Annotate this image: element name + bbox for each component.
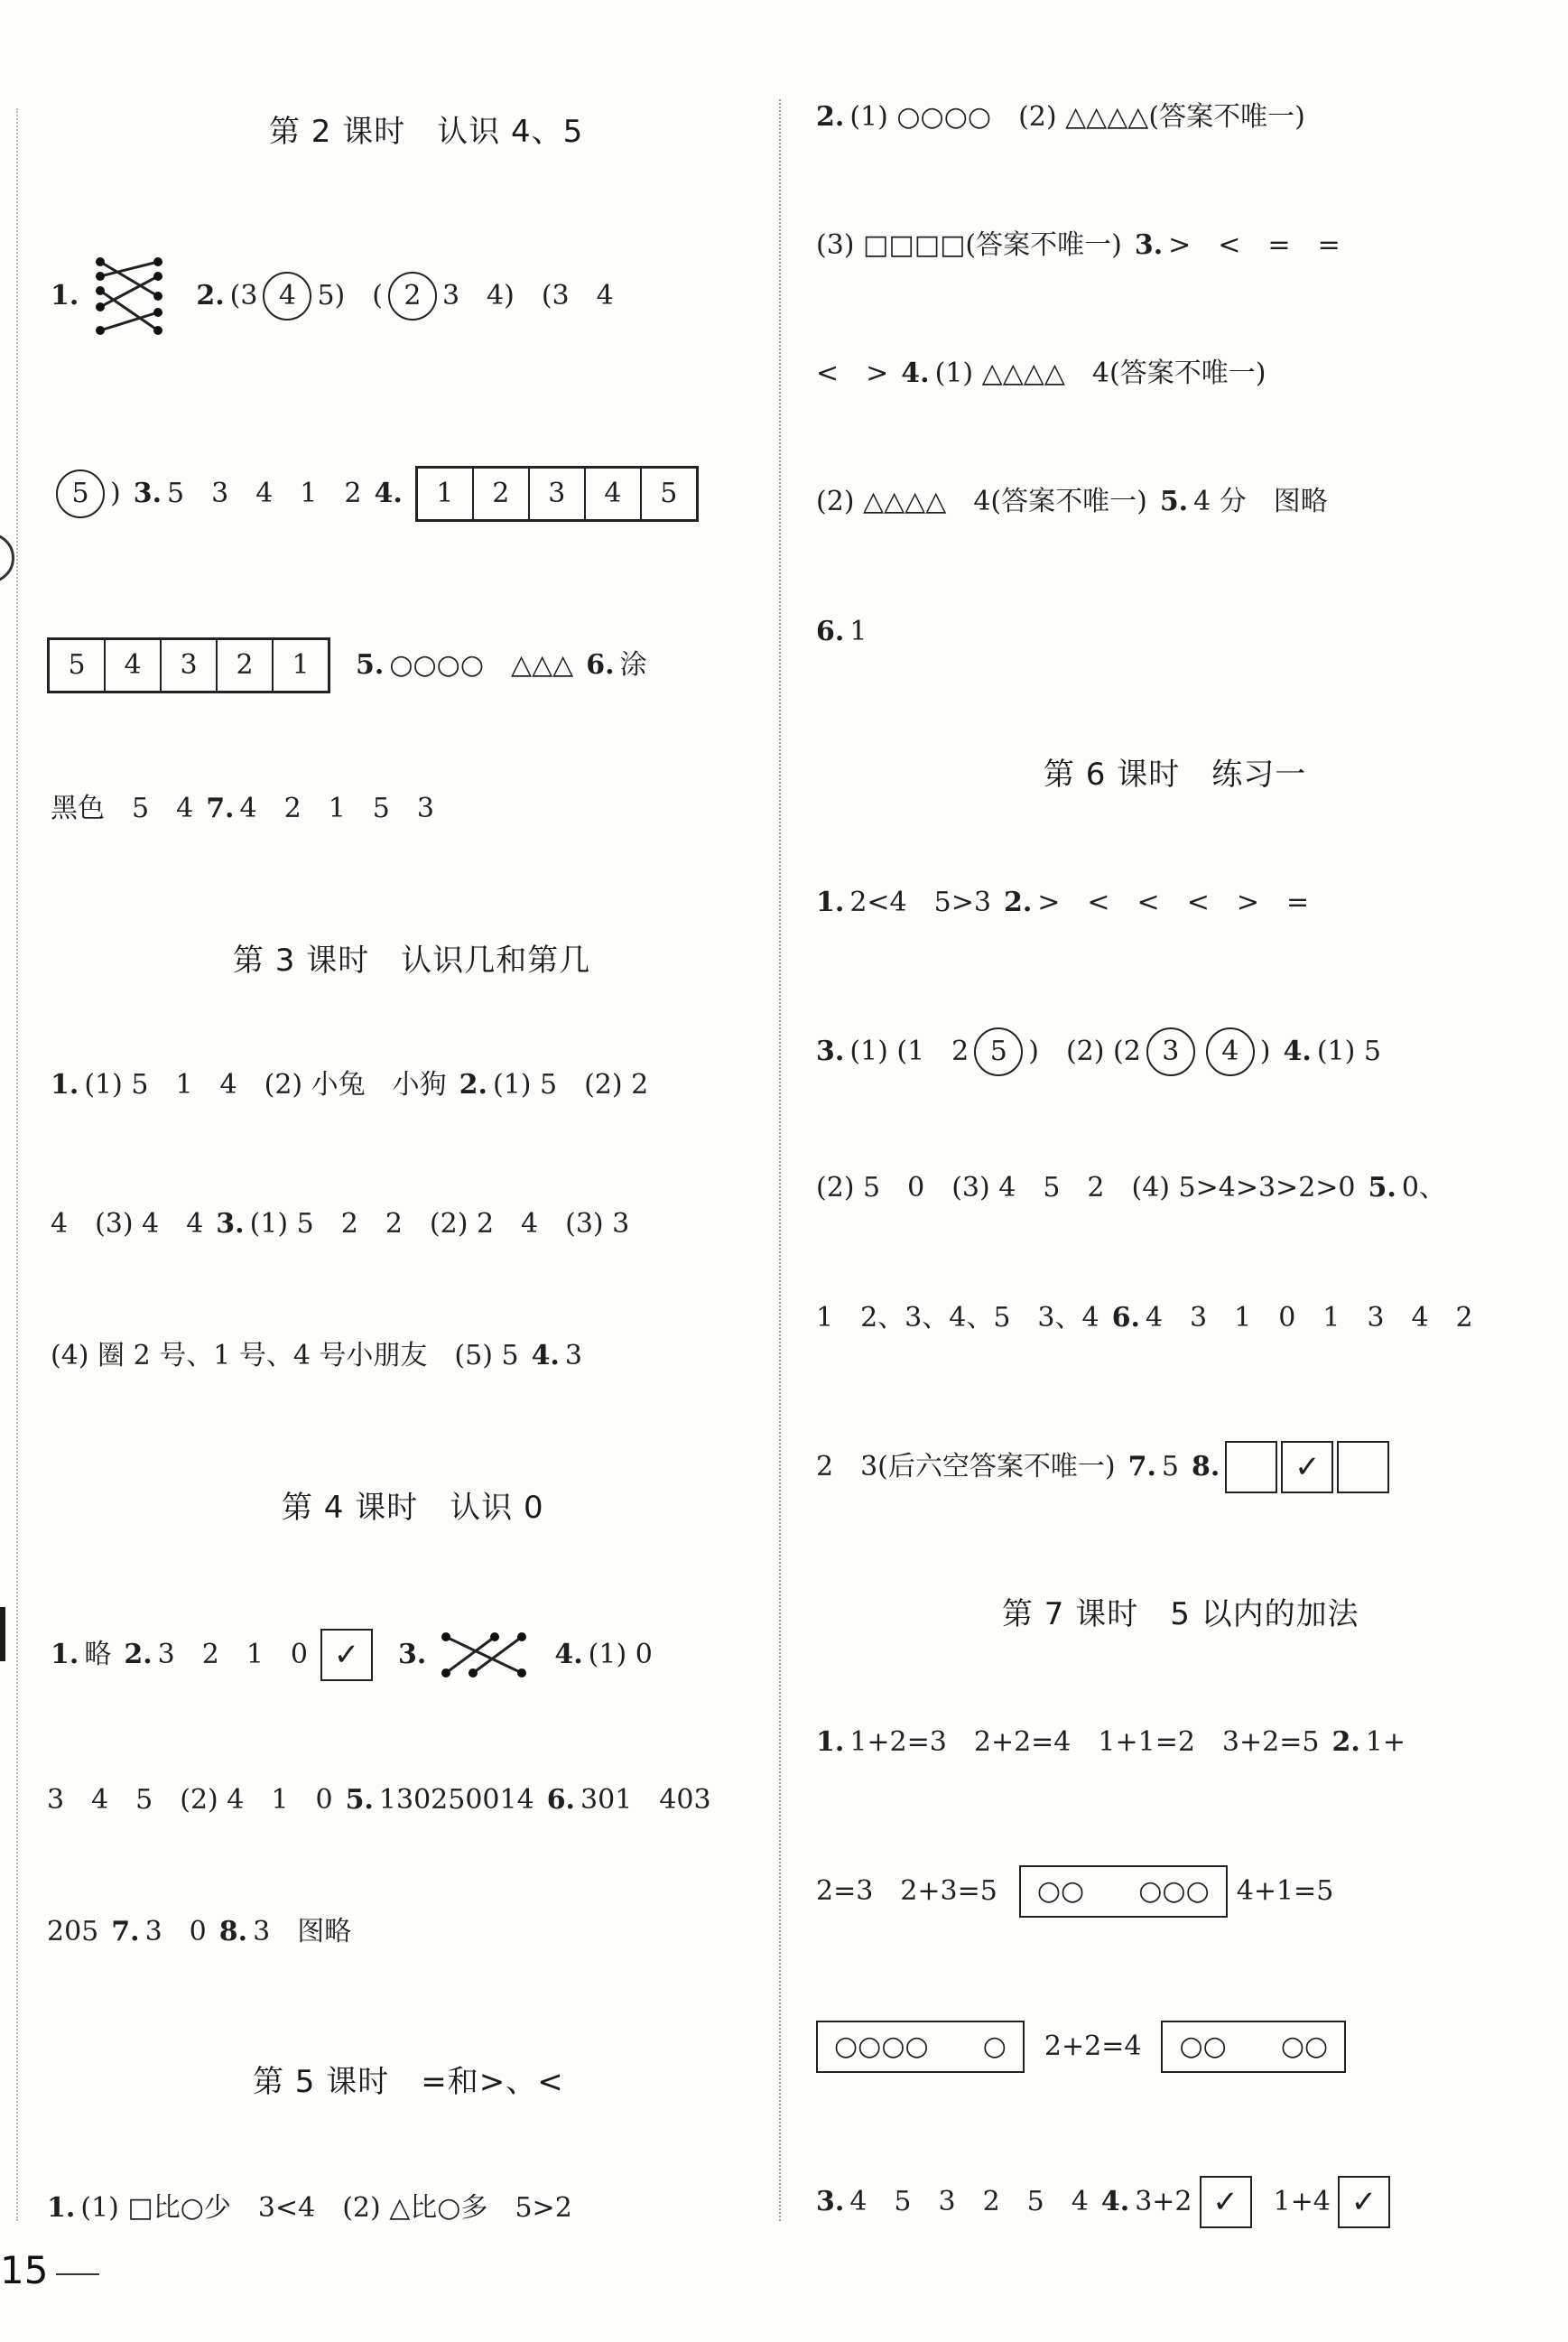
edge-mark [0,1607,5,1661]
answer-text: 2+2=4 [1044,2031,1142,2062]
answer-line [47,1914,351,1950]
number-cell: 5 [660,478,678,509]
section-heading-lesson-7: 第 7 课时 5 以内的加法 [1002,1596,1359,1632]
number-cell: 1 [292,649,310,681]
answer-text: > < < < > = [1037,887,1310,918]
answer-line [816,1300,1473,1336]
answer-text: 涂 [619,649,647,681]
question-number: 6. [1111,1302,1140,1334]
question-number: 4. [554,1639,583,1670]
circle-group: ○○○○ [834,2031,929,2062]
answer-text: (1) 5 (2) 2 [492,1069,649,1101]
matching-lines-figure [441,1630,527,1680]
answer-text: 130250014 [378,1784,534,1816]
check-box: ✓ [1200,2176,1252,2228]
circled-number: 5 [56,469,105,518]
empty-box [1337,1441,1389,1493]
empty-box [1225,1441,1277,1493]
question-number: 1. [47,2192,76,2224]
answer-line [816,484,1328,520]
question-number: 5. [1368,1172,1396,1204]
answer-text: ) [1259,1036,1271,1067]
question-number: 3. [216,1208,245,1240]
answer-text: 5 3 4 1 2 [167,478,362,509]
answer-text: (2) △△△△ 4(答案不唯一) [816,486,1147,517]
question-number: 2. [1331,1726,1360,1758]
answer-line [51,466,706,522]
question-number: 7. [1127,1451,1156,1482]
question-number: 2. [1003,887,1033,918]
answer-line [51,1629,653,1681]
question-number: 6. [586,649,615,681]
answer-text: 0、 [1401,1172,1446,1204]
check-box: ✓ [1338,2176,1390,2228]
answer-text: 1 2、3、4、5 3、4 [816,1302,1099,1334]
check-box: ✓ [320,1629,373,1681]
section-heading-lesson-6: 第 6 课时 练习一 [1044,757,1307,793]
page-number: 15 [0,2248,49,2292]
answer-line [816,1724,1406,1761]
answer-text: 5) ( [317,280,383,311]
answer-text: 4 分 图略 [1193,486,1328,517]
answer-line [816,1170,1446,1206]
answer-text: 1+2=3 2+2=4 1+1=2 3+2=5 [849,1726,1320,1758]
question-number: 1. [816,1726,845,1758]
answer-text: 4 5 3 2 5 4 [849,2186,1089,2217]
answer-text: (2) 5 0 (3) 4 5 2 (4) 5>4>3>2>0 [816,1172,1356,1204]
number-cell: 2 [218,640,274,691]
answer-text: 1+4 [1273,2186,1331,2217]
answer-line [816,2021,1355,2073]
question-number: 4. [1100,2186,1130,2217]
question-number: 6. [816,616,845,647]
question-number: 5. [345,1784,374,1816]
circled-number: 4 [1206,1027,1255,1076]
answer-text: 2<4 5>3 [849,887,991,918]
circle-group: ○○ [1036,1875,1085,1907]
question-number: 1. [51,280,79,311]
circle-group: ○○○ [1138,1875,1210,1907]
answer-line [51,255,614,338]
answer-line [816,1865,1333,1918]
number-boxes [47,637,330,693]
question-number: 8. [218,1916,248,1947]
question-number: 6. [546,1784,576,1816]
answer-text: (1) △△△△ 4(答案不唯一) [934,358,1266,389]
answer-line [816,2176,1394,2228]
question-number: 1. [816,887,845,918]
binding-line [16,108,18,2221]
question-number: 7. [206,793,235,824]
question-number: 3. [816,2186,845,2217]
answer-line [51,1338,582,1374]
answer-text: (1) □比○少 3<4 (2) △比○多 5>2 [80,2192,572,2224]
answer-text: (1) 0 [588,1639,653,1670]
circle-group-box [1019,1865,1228,1918]
answer-text: 1 [849,616,868,647]
answer-text: 3 [564,1340,582,1371]
answer-text: (1) 5 1 4 (2) 小兔 小狗 [84,1069,447,1101]
answer-text: 1+ [1365,1726,1406,1758]
answer-text: 3+2 [1135,2186,1192,2217]
question-number: 2. [124,1639,153,1670]
answer-line [51,1067,648,1103]
section-heading-lesson-3: 第 3 课时 认识几和第几 [233,943,591,979]
answer-line [816,885,1309,921]
answer-text: 2=3 2+3=5 [816,1875,997,1907]
answer-line [51,1206,629,1242]
answer-text: 3 0 [144,1916,207,1947]
answer-line [51,791,434,827]
question-number: 8. [1192,1451,1220,1482]
answer-text: 4 (3) 4 4 [51,1208,204,1240]
answer-text: (4) 圈 2 号、1 号、4 号小朋友 (5) 5 [51,1340,519,1371]
circled-number: 2 [388,272,437,321]
number-boxes [415,466,699,522]
question-number: 5. [1159,486,1189,517]
answer-line [816,1027,1381,1076]
circle-group: ○○ [1179,2031,1227,2062]
answer-text: 4+1=5 [1236,1875,1334,1907]
section-heading-lesson-4: 第 4 课时 认识 0 [282,1490,544,1526]
answer-text: ○○○○ △△△ [389,649,574,681]
answer-text: 略 [84,1639,112,1670]
answer-line [47,637,647,693]
answer-line [816,228,1341,264]
question-number: 1. [51,1069,79,1101]
answer-line [816,99,1305,135]
number-cell: 3 [530,469,586,519]
answer-text: 3 4 5 (2) 4 1 0 [47,1784,333,1816]
question-number: 5. [356,649,385,681]
section-heading-lesson-5: 第 5 课时 =和>、< [253,2064,564,2100]
question-number: 2. [196,280,225,311]
answer-text: 3 2 1 0 [157,1639,309,1670]
answer-text: (1) (1 2 [849,1036,970,1067]
answer-line [47,2190,572,2226]
number-cell: 2 [474,469,530,519]
answer-text: 3 图略 [253,1916,352,1947]
answer-text: (1) ○○○○ (2) △△△△(答案不唯一) [849,101,1305,133]
answer-text: > < = = [1168,229,1341,261]
answer-text: (1) 5 [1316,1036,1381,1067]
circle-group: ○ [982,2031,1007,2062]
answer-text: 5 [1161,1451,1180,1482]
question-number: 2. [459,1069,487,1101]
binding-hole [0,533,14,583]
number-cell: 3 [162,640,218,691]
answer-text: ) [110,478,121,509]
answer-text: 黑色 5 4 [51,793,194,824]
number-cell: 1 [418,469,474,519]
answer-text: (3 [229,280,258,311]
answer-text: (1) 5 2 2 (2) 2 4 (3) 3 [249,1208,630,1240]
check-box: ✓ [1281,1441,1333,1493]
question-number: 3. [1134,229,1164,261]
question-number: 1. [51,1639,79,1670]
circled-number: 4 [263,272,311,321]
question-number: 4. [531,1340,560,1371]
answer-text: < > [816,358,889,389]
question-number: 3. [133,478,162,509]
answer-text: 205 [47,1916,99,1947]
question-number: 4. [374,478,403,509]
circled-number: 5 [974,1027,1023,1076]
answer-line [816,614,867,650]
answer-text: 4 3 1 0 1 3 4 2 [1145,1302,1473,1334]
answer-text: 4 2 1 5 3 [239,793,434,824]
circled-number: 3 [1146,1027,1195,1076]
answer-text: (3) □□□□(答案不唯一) [816,229,1122,261]
answer-text: 301 403 [580,1784,711,1816]
question-number: 2. [816,101,845,133]
circle-group-box [816,2021,1025,2073]
answer-line [47,1782,711,1818]
question-number: 4. [901,358,930,389]
matching-lines-figure [93,255,165,338]
answer-line [816,356,1266,392]
number-cell: 4 [586,469,642,519]
answer-text: 2 3(后六空答案不唯一) [816,1451,1116,1482]
question-number: 7. [111,1916,140,1947]
answer-line [816,1441,1393,1493]
answer-text: ) (2) (2 [1028,1036,1141,1067]
circle-group-box [1161,2021,1346,2073]
answer-text: 3 4) (3 4 [441,280,614,311]
question-number: 4. [1283,1036,1312,1067]
number-cell: 4 [106,640,162,691]
column-divider [779,99,781,2221]
circle-group: ○○ [1280,2031,1329,2062]
page-number-dash [56,2273,99,2275]
question-number: 3. [398,1639,427,1670]
number-cell: 5 [50,640,106,691]
section-heading-lesson-2: 第 2 课时 认识 4、5 [269,114,584,150]
question-number: 3. [816,1036,845,1067]
